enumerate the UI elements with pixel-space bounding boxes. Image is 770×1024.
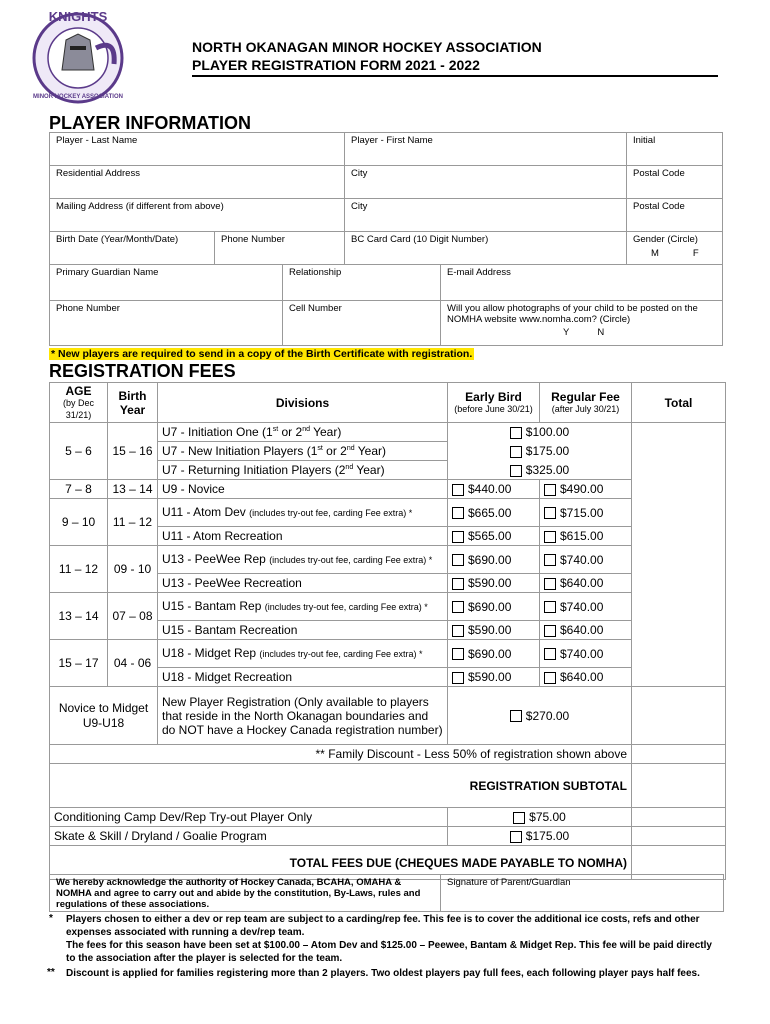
postal-code-field[interactable]: [626, 165, 723, 199]
table-row: [50, 745, 726, 764]
mailing-city-field[interactable]: [344, 198, 627, 232]
early-cell[interactable]: $690.00: [448, 546, 540, 574]
last-name-label: Player - Last Name: [56, 135, 138, 146]
table-row: [50, 593, 726, 621]
early-cell[interactable]: $590.00: [448, 621, 540, 640]
year-cell: 15 – 16: [108, 423, 158, 480]
checkbox[interactable]: [452, 625, 464, 637]
age-cell: 11 – 12: [50, 546, 108, 593]
checkbox[interactable]: [544, 672, 556, 684]
phone-label: Phone Number: [221, 234, 285, 245]
email-field[interactable]: [440, 264, 723, 301]
total-cell[interactable]: [632, 423, 726, 687]
birth-certificate-notice: * New players are required to send in a copy of the Birth Certificate with registration.: [51, 348, 473, 360]
checkbox[interactable]: [452, 648, 464, 660]
age-cell: 9 – 10: [50, 499, 108, 546]
novice-age-cell: Novice to Midget U9-U18: [50, 687, 158, 745]
logo-text-bottom: MINOR HOCKEY ASSOCIATION: [33, 94, 123, 100]
last-name-field[interactable]: [49, 132, 345, 166]
first-name-label: Player - First Name: [351, 135, 433, 146]
division-cell: U15 - Bantam Rep (includes try-out fee, carding Fee extra) *: [158, 593, 448, 621]
age-cell: 15 – 17: [50, 640, 108, 687]
age-cell: 7 – 8: [50, 480, 108, 499]
checkbox[interactable]: [452, 672, 464, 684]
table-row: [50, 480, 726, 499]
novice-fee-cell[interactable]: $270.00: [448, 687, 632, 745]
checkbox[interactable]: [544, 507, 556, 519]
skate-label: Skate & Skill / Dryland / Goalie Program: [50, 827, 448, 846]
footnote1-mark: *: [49, 913, 53, 924]
relationship-label: Relationship: [289, 267, 342, 278]
camp-total-cell[interactable]: [632, 808, 726, 827]
regular-cell[interactable]: $615.00: [540, 527, 632, 546]
novice-division-cell: New Player Registration (Only available to players that reside in the North Okanagan boundaries and do NOT have a Hockey Canada registration number): [158, 687, 448, 745]
division-cell: U13 - PeeWee Recreation: [158, 574, 448, 593]
registration-subtotal: REGISTRATION SUBTOTAL: [50, 764, 632, 808]
checkbox[interactable]: [544, 578, 556, 590]
table-row: [50, 546, 726, 574]
checkbox[interactable]: [452, 601, 464, 613]
total-fees-due: TOTAL FEES DUE (CHEQUES MADE PAYABLE TO NOMHA): [50, 846, 632, 880]
header-line1: NORTH OKANAGAN MINOR HOCKEY ASSOCIATION: [192, 39, 542, 55]
relationship-field[interactable]: [282, 264, 441, 301]
checkbox[interactable]: [510, 427, 522, 439]
division-cell: U9 - Novice: [158, 480, 448, 499]
bc-card-field[interactable]: [344, 231, 627, 265]
gender-m[interactable]: M: [651, 248, 659, 259]
divisions-header: Divisions: [158, 383, 448, 423]
division-cell: U13 - PeeWee Rep (includes try-out fee, carding Fee extra) *: [158, 546, 448, 574]
early-bird-header: Early Bird (before June 30/21): [448, 383, 540, 423]
initial-label: Initial: [633, 135, 656, 146]
family-discount: ** Family Discount - Less 50% of registration shown above: [50, 745, 632, 764]
year-cell: 07 – 08: [108, 593, 158, 640]
bc-card-label: BC Card Card (10 Digit Number): [351, 234, 489, 245]
early-cell[interactable]: $565.00: [448, 527, 540, 546]
discount-total-cell[interactable]: [632, 745, 726, 764]
early-cell[interactable]: $690.00: [448, 593, 540, 621]
phone-field[interactable]: [214, 231, 345, 265]
age-cell: 5 – 6: [50, 423, 108, 480]
early-cell[interactable]: $590.00: [448, 574, 540, 593]
logo-text-top: KNIGHTS: [48, 9, 108, 24]
division-cell: U11 - Atom Recreation: [158, 527, 448, 546]
guardian-label: Primary Guardian Name: [56, 267, 159, 278]
mailing-postal-label: Postal Code: [633, 201, 685, 212]
checkbox[interactable]: [510, 710, 522, 722]
checkbox[interactable]: [544, 625, 556, 637]
fee-cell[interactable]: $100.00: [448, 423, 632, 442]
checkbox[interactable]: [544, 531, 556, 543]
novice-total-cell[interactable]: [632, 687, 726, 745]
initial-field[interactable]: [626, 132, 723, 166]
checkbox[interactable]: [452, 507, 464, 519]
early-cell[interactable]: $665.00: [448, 499, 540, 527]
skate-total-cell[interactable]: [632, 827, 726, 846]
checkbox[interactable]: [544, 648, 556, 660]
early-cell[interactable]: $590.00: [448, 668, 540, 687]
birth-date-field[interactable]: [49, 231, 215, 265]
mailing-address-field[interactable]: [49, 198, 345, 232]
checkbox[interactable]: [452, 531, 464, 543]
year-cell: 13 – 14: [108, 480, 158, 499]
first-name-field[interactable]: [344, 132, 627, 166]
year-cell: 11 – 12: [108, 499, 158, 546]
division-cell: U7 - Returning Initiation Players (2nd Year): [158, 461, 448, 480]
regular-cell[interactable]: $490.00: [540, 480, 632, 499]
city-label: City: [351, 168, 368, 179]
birth-year-header: Birth Year: [108, 383, 158, 423]
table-row: [50, 808, 726, 827]
camp-label: Conditioning Camp Dev/Rep Try-out Player Only: [50, 808, 448, 827]
guardian-name-field[interactable]: [49, 264, 283, 301]
birth-date-label: Birth Date (Year/Month/Date): [56, 234, 179, 245]
registration-fees-title: REGISTRATION FEES: [49, 361, 236, 381]
footnote2: Discount is applied for families registering more than 2 players. Two oldest players pay full fees, each following player pays half fees.: [66, 968, 700, 979]
signature-field[interactable]: [440, 874, 724, 912]
table-row: [50, 764, 726, 808]
checkbox[interactable]: [510, 465, 522, 477]
division-cell: U7 - New Initiation Players (1st or 2nd Year): [158, 442, 448, 461]
guardian-phone-field[interactable]: [49, 300, 283, 346]
photo-consent-field[interactable]: [440, 300, 723, 346]
fees-table: [49, 382, 726, 880]
division-cell: U15 - Bantam Recreation: [158, 621, 448, 640]
total-header: Total: [632, 383, 726, 423]
early-cell[interactable]: $690.00: [448, 640, 540, 668]
regular-cell[interactable]: $715.00: [540, 499, 632, 527]
fee-cell[interactable]: $175.00: [448, 442, 632, 461]
table-row: [50, 827, 726, 846]
checkbox[interactable]: [452, 578, 464, 590]
division-cell: U18 - Midget Recreation: [158, 668, 448, 687]
table-row: [50, 499, 726, 527]
checkbox[interactable]: [544, 601, 556, 613]
gender-f[interactable]: F: [692, 248, 699, 259]
early-cell[interactable]: $440.00: [448, 480, 540, 499]
guardian-phone-label: Phone Number: [56, 303, 120, 314]
postal-code-label: Postal Code: [633, 168, 685, 179]
checkbox[interactable]: [510, 831, 522, 843]
knights-logo: [26, 8, 130, 104]
city-field[interactable]: [344, 165, 627, 199]
table-row: [50, 423, 726, 442]
division-cell: U11 - Atom Dev (includes try-out fee, carding Fee extra) *: [158, 499, 448, 527]
gender-field[interactable]: [626, 231, 723, 265]
checkbox[interactable]: [544, 484, 556, 496]
subtotal-cell[interactable]: [632, 764, 726, 808]
header-line2: PLAYER REGISTRATION FORM 2021 - 2022: [192, 57, 480, 73]
footnote2-mark: **: [47, 967, 55, 978]
regular-fee-header: Regular Fee (after July 30/21): [540, 383, 632, 423]
checkbox[interactable]: [544, 554, 556, 566]
acknowledgement: We hereby acknowledge the authority of Hockey Canada, BCAHA, OMAHA & NOMHA and agree to carry out and abide by the constitution, By-Laws, rules and regulations of these associations.: [49, 874, 441, 912]
mailing-city-label: City: [351, 201, 368, 212]
checkbox[interactable]: [452, 554, 464, 566]
checkbox[interactable]: [513, 812, 525, 824]
photo-no[interactable]: N: [597, 327, 605, 338]
cell-number-field[interactable]: [282, 300, 441, 346]
table-row: [50, 687, 726, 745]
cell-number-label: Cell Number: [289, 303, 342, 314]
photo-yes[interactable]: Y: [563, 327, 570, 338]
fee-cell[interactable]: $325.00: [448, 461, 632, 480]
player-info-title: PLAYER INFORMATION: [49, 113, 252, 133]
residential-address-field[interactable]: [49, 165, 345, 199]
footnote1: Players chosen to either a dev or rep team are subject to a carding/rep fee. This fee is to cover the additional ice costs, refs and other expenses associated with running a dev/rep team. The fees for this season have been set at $100.00 – Atom Dev and $125.00 – Peewee, Bantam & Midget Rep. This fee will be paid directly to the association after the player is selected for the team.: [66, 914, 712, 964]
regular-cell[interactable]: $740.00: [540, 593, 632, 621]
skate-fee-cell[interactable]: $175.00: [448, 827, 632, 846]
age-header: AGE (by Dec 31/21): [50, 383, 108, 423]
regular-cell[interactable]: $640.00: [540, 621, 632, 640]
email-label: E-mail Address: [447, 267, 511, 278]
mailing-address-label: Mailing Address (if different from above): [56, 201, 224, 212]
year-cell: 04 - 06: [108, 640, 158, 687]
signature-label: Signature of Parent/Guardian: [447, 877, 571, 888]
camp-fee-cell[interactable]: $75.00: [448, 808, 632, 827]
form-header: [192, 38, 542, 74]
table-row: [50, 640, 726, 668]
division-cell: U7 - Initiation One (1st or 2nd Year): [158, 423, 448, 442]
gender-label: Gender (Circle): [633, 234, 698, 245]
checkbox[interactable]: [510, 446, 522, 458]
checkbox[interactable]: [452, 484, 464, 496]
regular-cell[interactable]: $740.00: [540, 640, 632, 668]
regular-cell[interactable]: $640.00: [540, 668, 632, 687]
mailing-postal-field[interactable]: [626, 198, 723, 232]
header-rule: [192, 75, 718, 77]
photo-consent-label: Will you allow photographs of your child to be posted on the NOMHA website www.nomha.com? (Circle): [447, 303, 698, 325]
regular-cell[interactable]: $640.00: [540, 574, 632, 593]
residential-address-label: Residential Address: [56, 168, 140, 179]
regular-cell[interactable]: $740.00: [540, 546, 632, 574]
division-cell: U18 - Midget Rep (includes try-out fee, carding Fee extra) *: [158, 640, 448, 668]
year-cell: 09 - 10: [108, 546, 158, 593]
age-cell: 13 – 14: [50, 593, 108, 640]
